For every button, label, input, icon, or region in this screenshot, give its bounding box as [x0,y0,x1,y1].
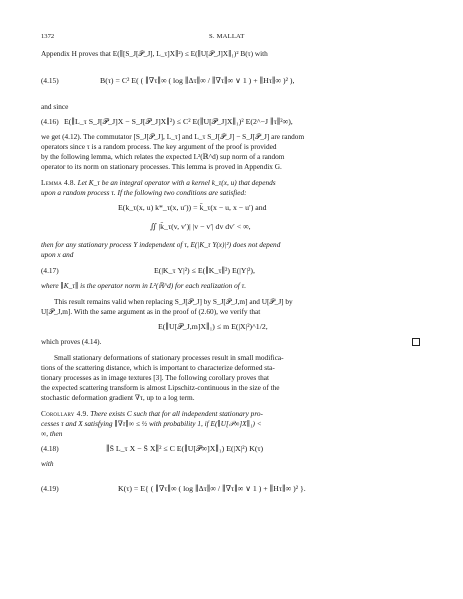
text-line: Appendix H proves that E(∥[S_J[𝒫_J], L_τ]X∥²) ≤ E(∥U[𝒫_J]X∥₁)² B(τ) with [41,49,268,58]
equation-4-19: K(τ) = E{ ( ∥∇τ∥∞ ( log ∥Δτ∥∞ / ∥∇τ∥∞ ∨ 1 ) + ∥Hτ∥∞ )² }. [118,484,306,493]
corollary-heading [41,409,263,419]
lemma-heading [41,178,276,188]
text-line: the expected scattering transform is almost Lipschitz-continuous in the size of the [41,383,280,392]
lemma-equation-2: ∬ |k̄_τ(v, v′)| |v − v′| dv dv′ < ∞, [150,222,251,231]
qed-symbol [412,338,420,346]
lemma-text: Let K_τ be an integral operator with a kernel k_τ(x, u) that depends [77,178,276,187]
text-line: This result remains valid when replacing S_J[𝒫_J] by S_J[𝒫_J,m] and U[𝒫_J] by [54,297,293,306]
text-line: we get (4.12). The commutator [S_J[𝒫_J], L_τ] and L_τ S_J[𝒫_J] − S_J[𝒫_J] are random [41,132,305,141]
corollary-text: cesses τ and X satisfying ∥∇τ∥∞ ≤ ½ with probability 1, if E(∥U[𝒫∞]X∥₁) < [41,419,262,428]
equation-4-16: E(∥L_τ S_J[𝒫_J]X − S_J[𝒫_J]X∥²) ≤ C² E(∥U[𝒫_J]X∥₁)² E(2^−J ∥τ∥²∞), [64,117,293,126]
lemma-text: then for any stationary process Y independent of τ, E(|K_τ Y(x)|²) does not depend [41,240,281,249]
text-line: which proves (4.14). [41,337,102,346]
text-line: U[𝒫_J,m]. With the same argument as in the proof of (2.60), we verify that [41,307,261,316]
corollary-text: ∞, then [41,429,63,438]
equation-number: (4.19) [41,484,59,493]
text-line: by the following lemma, which relates the expected L²(ℝ^d) sup norm of a random [41,152,285,161]
text-line: stochastic deformation gradient ∇τ, up to a log term. [41,393,195,402]
lemma-equation-1: E(k_τ(x, u) k*_τ(x, u′)) = k̄_τ(x − u, x − u′) and [118,203,267,212]
lemma-label: Lemma 4.8. [41,178,76,187]
equation-number: (4.18) [41,444,59,453]
text-line: operator to its norm on stationary processes. This lemma is proved in Appendix G. [41,162,282,171]
equation-4-18: ∥S̄ L_τ X − S̄ X∥² ≤ C E(∥U[𝒫∞]X∥₁) E(|X|²) K(τ) [106,444,264,453]
lemma-text: upon a random process τ. If the following two conditions are satisfied: [41,188,247,197]
corollary-label: Corollary 4.9. [41,409,89,418]
text-line: with [41,459,54,468]
text-line: Small stationary deformations of stationary processes result in small modifica- [54,353,284,362]
running-title: S. MALLAT [209,33,245,40]
equation-4-15: B(τ) = C² E( ( ∥∇τ∥∞ ( log ∥Δτ∥∞ / ∥∇τ∥∞ ∨ 1 ) + ∥Hτ∥∞ )² ), [100,76,295,85]
equation-number: (4.16) [41,117,59,126]
equation-number: (4.15) [41,76,59,85]
text-line: tionary processes as in image textures [3]. The following corollary proves that [41,373,270,382]
page-number: 1372 [41,33,55,40]
equation-m-bound: E(∥U[𝒫_J,m]X∥₁) ≤ m E(|X|²)^1/2, [158,322,268,331]
text-line: operators since τ is a random process. The key argument of the proof is provided [41,142,277,151]
text-line: and since [41,102,69,111]
text-line: tions of the scattering distance, which is important to characterize deformed sta- [41,363,275,372]
equation-number: (4.17) [41,266,59,275]
lemma-text: upon x and [41,250,74,259]
equation-4-17: E(|K_τ Y|²) ≤ E(∥K_τ∥²) E(|Y|²), [154,266,255,275]
corollary-text: There exists C such that for all independent stationary pro- [90,409,263,418]
lemma-text: where ∥K_τ∥ is the operator norm in L²(ℝ^d) for each realization of τ. [41,281,247,290]
